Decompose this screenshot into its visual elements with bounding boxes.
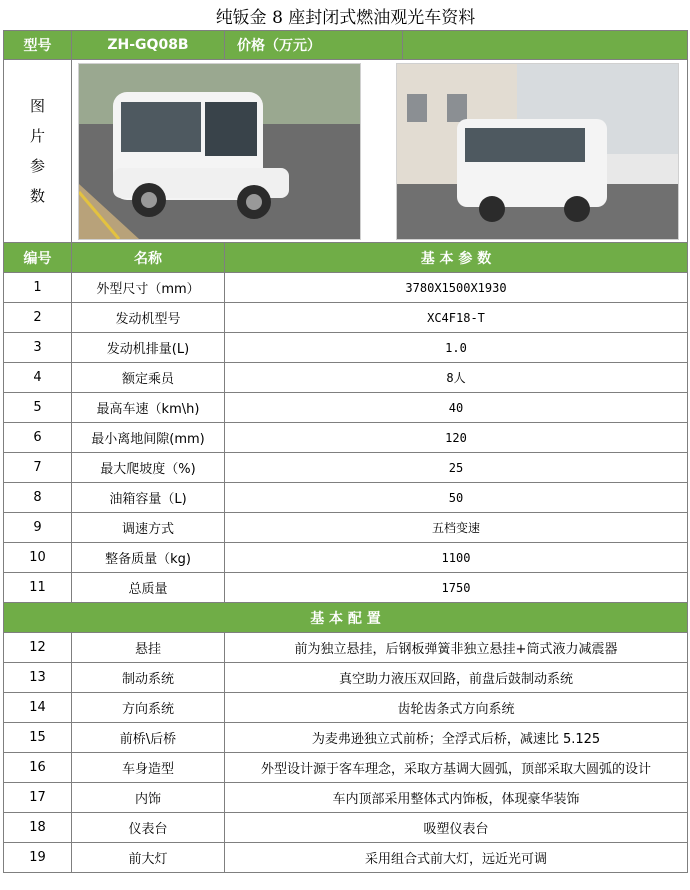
row-value: 1.0 (225, 333, 688, 363)
table-row (4, 483, 688, 513)
config-header: 基 本 配 置 (4, 603, 688, 633)
row-value: 1750 (225, 573, 688, 603)
row-no: 9 (4, 513, 72, 543)
table-row (4, 363, 688, 393)
row-name: 调速方式 (72, 513, 225, 543)
row-name: 外型尺寸（mm） (72, 273, 225, 303)
row-name: 额定乘员 (72, 363, 225, 393)
row-value: 120 (225, 423, 688, 453)
table-row (4, 843, 688, 873)
row-no: 3 (4, 333, 72, 363)
table-row (4, 393, 688, 423)
row-value: 前为独立悬挂，后钢板弹簧非独立悬挂+筒式液力减震器 (225, 633, 688, 663)
row-name: 油箱容量（L) (72, 483, 225, 513)
row-value: 8人 (225, 363, 688, 393)
row-value: 齿轮齿条式方向系统 (225, 693, 688, 723)
row-name: 最大爬坡度（%) (72, 453, 225, 483)
column-header-params: 基 本 参 数 (225, 243, 688, 273)
row-value: 五档变速 (225, 513, 688, 543)
table-row (4, 453, 688, 483)
row-name: 悬挂 (72, 633, 225, 663)
row-name: 仪表台 (72, 813, 225, 843)
row-no: 7 (4, 453, 72, 483)
row-value: 1100 (225, 543, 688, 573)
row-no: 2 (4, 303, 72, 333)
table-row (4, 663, 688, 693)
row-name: 整备质量（kg) (72, 543, 225, 573)
table-row (4, 723, 688, 753)
row-value: 50 (225, 483, 688, 513)
row-no: 1 (4, 273, 72, 303)
vehicle-photo-side (396, 63, 679, 240)
photo-label-char: 片 (29, 127, 45, 145)
row-no: 17 (4, 783, 72, 813)
column-header-no: 编号 (4, 243, 72, 273)
row-name: 制动系统 (72, 663, 225, 693)
table-row (4, 273, 688, 303)
row-name: 最小离地间隙(mm) (72, 423, 225, 453)
row-no: 14 (4, 693, 72, 723)
row-no: 13 (4, 663, 72, 693)
row-no: 19 (4, 843, 72, 873)
price-label: 价格（万元） (225, 31, 403, 60)
row-no: 4 (4, 363, 72, 393)
table-row (4, 423, 688, 453)
row-no: 15 (4, 723, 72, 753)
table-row (4, 333, 688, 363)
row-name: 前桥\后桥 (72, 723, 225, 753)
row-name: 方向系统 (72, 693, 225, 723)
spec-sheet (3, 0, 687, 873)
row-value: 25 (225, 453, 688, 483)
row-name: 总质量 (72, 573, 225, 603)
row-value: 真空助力液压双回路，前盘后鼓制动系统 (225, 663, 688, 693)
photo-label (4, 60, 72, 243)
table-row (4, 783, 688, 813)
spec-table (3, 0, 688, 873)
photo-label-char: 数 (29, 187, 45, 205)
table-row (4, 693, 688, 723)
row-no: 10 (4, 543, 72, 573)
row-value: 外型设计源于客车理念，采取方基调大圆弧，顶部采取大圆弧的设计 (225, 753, 688, 783)
table-row (4, 633, 688, 663)
photo-label-char: 参 (29, 157, 45, 175)
model-value: ZH-GQ08B (72, 31, 225, 60)
row-value: 采用组合式前大灯，远近光可调 (225, 843, 688, 873)
model-label: 型号 (4, 31, 72, 60)
row-name: 内饰 (72, 783, 225, 813)
table-row (4, 573, 688, 603)
row-value: 40 (225, 393, 688, 423)
photo-cell (72, 60, 688, 243)
row-value: 3780X1500X1930 (225, 273, 688, 303)
table-row (4, 543, 688, 573)
row-value: 为麦弗逊独立式前桥；全浮式后桥，减速比 5.125 (225, 723, 688, 753)
row-no: 18 (4, 813, 72, 843)
row-no: 8 (4, 483, 72, 513)
row-no: 16 (4, 753, 72, 783)
page-title: 纯钣金 8 座封闭式燃油观光车资料 (4, 0, 688, 31)
row-name: 前大灯 (72, 843, 225, 873)
photo-label-char: 图 (29, 97, 45, 115)
row-value: 吸塑仪表台 (225, 813, 688, 843)
row-value: 车内顶部采用整体式内饰板，体现豪华装饰 (225, 783, 688, 813)
row-name: 车身造型 (72, 753, 225, 783)
row-no: 5 (4, 393, 72, 423)
row-value: XC4F18-T (225, 303, 688, 333)
table-row (4, 753, 688, 783)
row-name: 发动机排量(L) (72, 333, 225, 363)
row-no: 12 (4, 633, 72, 663)
table-row (4, 513, 688, 543)
row-no: 11 (4, 573, 72, 603)
row-name: 最高车速（km\h) (72, 393, 225, 423)
row-no: 6 (4, 423, 72, 453)
row-name: 发动机型号 (72, 303, 225, 333)
column-header-name: 名称 (72, 243, 225, 273)
vehicle-photo-front (78, 63, 361, 240)
price-value (403, 31, 688, 60)
table-row (4, 813, 688, 843)
table-row (4, 303, 688, 333)
